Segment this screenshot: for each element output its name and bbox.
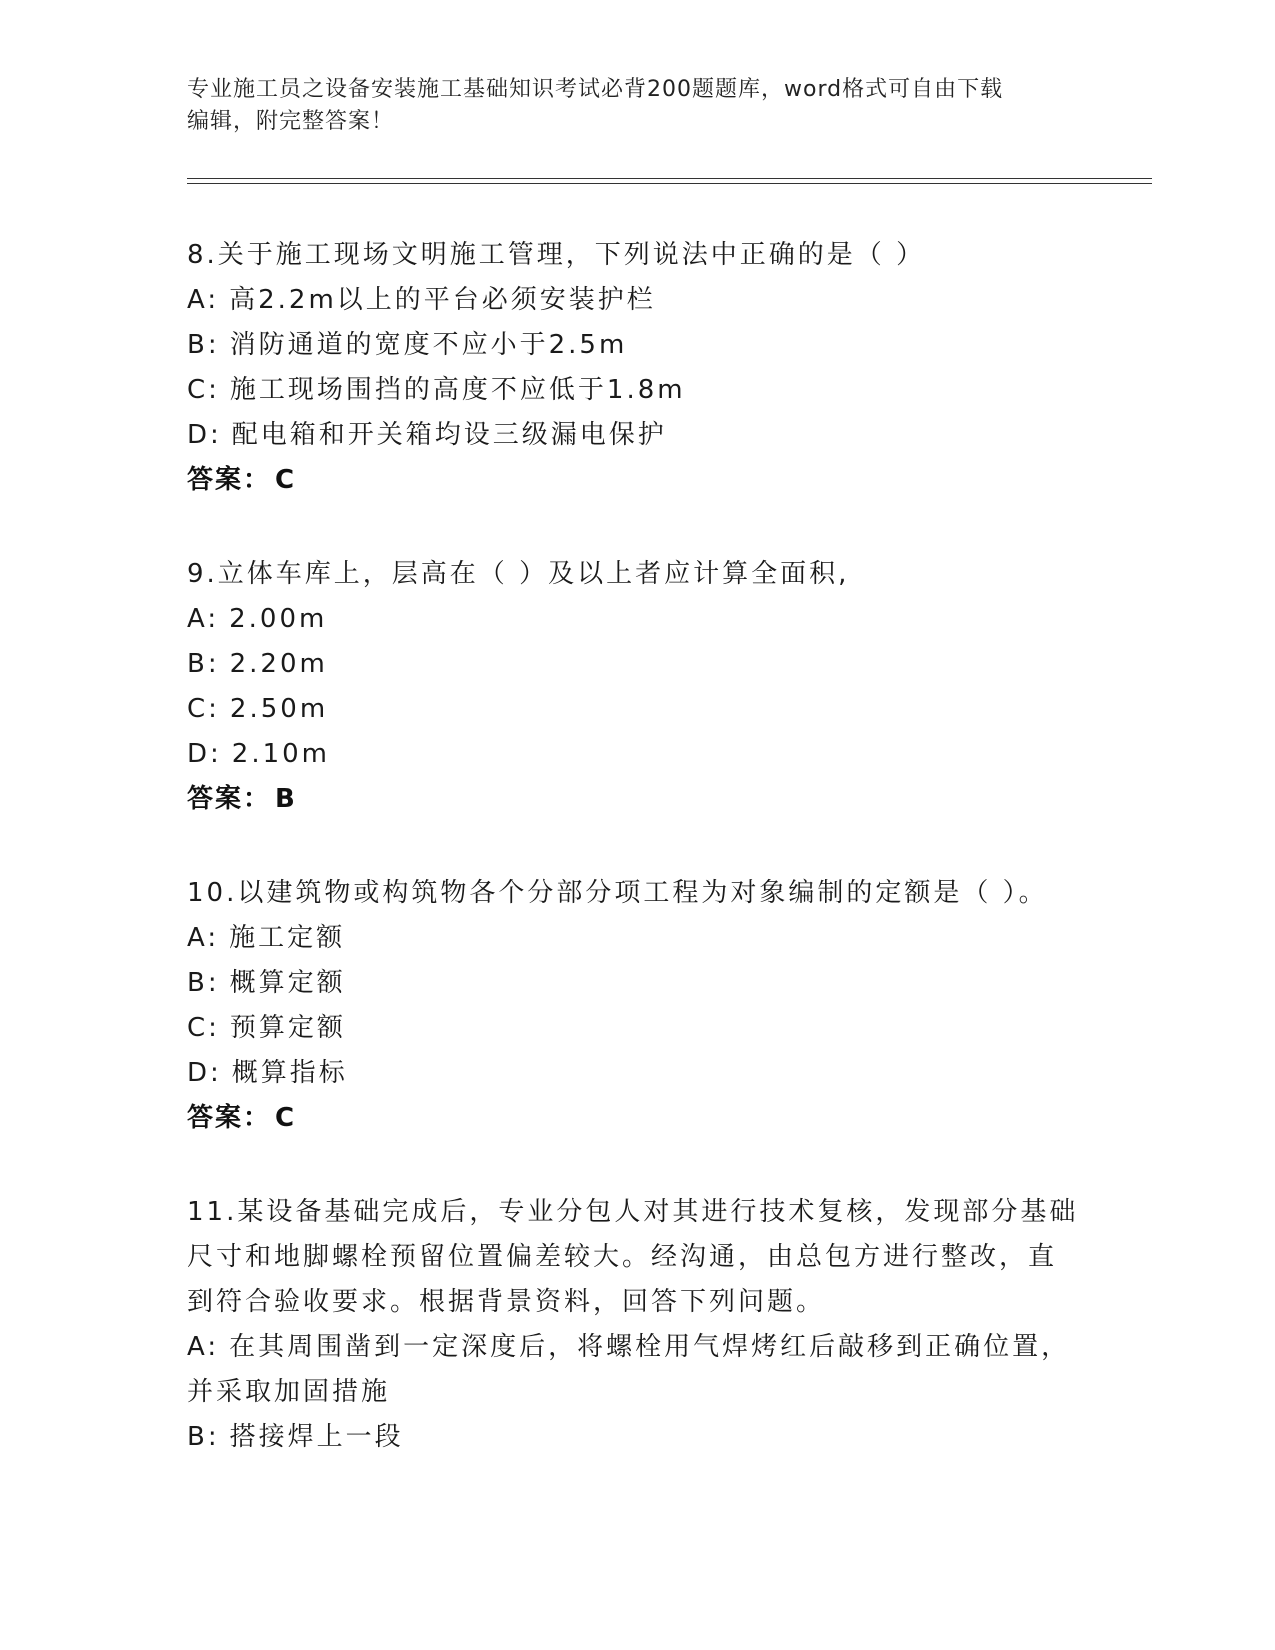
header-divider-top	[187, 178, 1152, 179]
option-key: A:	[187, 285, 220, 315]
option-c	[187, 1006, 1087, 1051]
header-line-1: 专业施工员之设备安装施工基础知识考试必背200题题库，word格式可自由下载	[187, 77, 1004, 102]
question-stem-line-3: 到符合验收要求。根据背景资料，回答下列问题。	[187, 1287, 826, 1317]
option-text: 消防通道的宽度不应小于2.5m	[229, 330, 628, 360]
question-stem-line-1: 11.某设备基础完成后，专业分包人对其进行技术复核，发现部分基础	[187, 1197, 1079, 1227]
option-text: 搭接焊上一段	[229, 1422, 404, 1452]
option-text: 高2.2m以上的平台必须安装护栏	[229, 285, 656, 315]
answer-line	[187, 458, 1087, 503]
question-stem-line-2: 尺寸和地脚螺栓预留位置偏差较大。经沟通，由总包方进行整改，直	[187, 1242, 1058, 1272]
option-a	[187, 278, 1087, 323]
option-key: B:	[187, 1422, 220, 1452]
option-text: 施工定额	[229, 923, 346, 953]
option-key: A:	[187, 604, 220, 634]
document-header	[187, 74, 1087, 138]
option-key: D:	[187, 1058, 222, 1088]
option-text: 概算定额	[229, 968, 346, 998]
option-key: D:	[187, 739, 222, 769]
option-a-continued	[187, 1370, 1087, 1415]
option-text-line-1: 在其周围凿到一定深度后，将螺栓用气焊烤红后敲移到正确位置，	[229, 1332, 1071, 1362]
answer-label: 答案：	[187, 465, 272, 495]
option-text: 配电箱和开关箱均设三级漏电保护	[231, 420, 667, 450]
question-8	[187, 233, 1087, 503]
option-key: C:	[187, 694, 220, 724]
option-c	[187, 368, 1087, 413]
answer-value: C	[275, 465, 297, 495]
option-key: B:	[187, 330, 220, 360]
answer-label: 答案：	[187, 1103, 272, 1133]
option-b	[187, 323, 1087, 368]
option-c	[187, 687, 1087, 732]
option-d	[187, 732, 1087, 777]
question-stem: 8.关于施工现场文明施工管理，下列说法中正确的是（ ）	[187, 240, 926, 270]
option-text: 概算指标	[231, 1058, 348, 1088]
option-text: 2.00m	[229, 604, 328, 634]
question-stem: 10.以建筑物或构筑物各个分部分项工程为对象编制的定额是（ ）。	[187, 878, 1048, 908]
option-b	[187, 961, 1087, 1006]
answer-label: 答案：	[187, 784, 272, 814]
option-text-line-2: 并采取加固措施	[187, 1377, 391, 1407]
option-key: D:	[187, 420, 222, 450]
answer-line	[187, 777, 1087, 822]
option-a	[187, 597, 1087, 642]
option-d	[187, 1051, 1087, 1096]
option-a	[187, 916, 1087, 961]
option-key: C:	[187, 375, 220, 405]
question-11	[187, 1190, 1087, 1460]
option-d	[187, 413, 1087, 458]
option-text: 2.50m	[229, 694, 329, 724]
question-stem: 9.立体车库上，层高在（ ）及以上者应计算全面积,	[187, 559, 850, 589]
option-key: C:	[187, 1013, 220, 1043]
option-key: B:	[187, 968, 220, 998]
option-text: 2.10m	[231, 739, 330, 769]
option-text: 预算定额	[229, 1013, 346, 1043]
option-key: A:	[187, 923, 220, 953]
answer-value: B	[275, 784, 297, 814]
header-divider-bottom	[187, 183, 1152, 184]
answer-line	[187, 1096, 1087, 1141]
header-line-2: 编辑，附完整答案！	[187, 109, 395, 134]
option-text: 2.20m	[229, 649, 328, 679]
option-text: 施工现场围挡的高度不应低于1.8m	[229, 375, 686, 405]
question-10	[187, 871, 1087, 1141]
question-9	[187, 552, 1087, 822]
option-key: A:	[187, 1332, 220, 1362]
option-a	[187, 1325, 1087, 1370]
option-b	[187, 642, 1087, 687]
option-key: B:	[187, 649, 220, 679]
answer-value: C	[275, 1103, 297, 1133]
option-b	[187, 1415, 1087, 1460]
